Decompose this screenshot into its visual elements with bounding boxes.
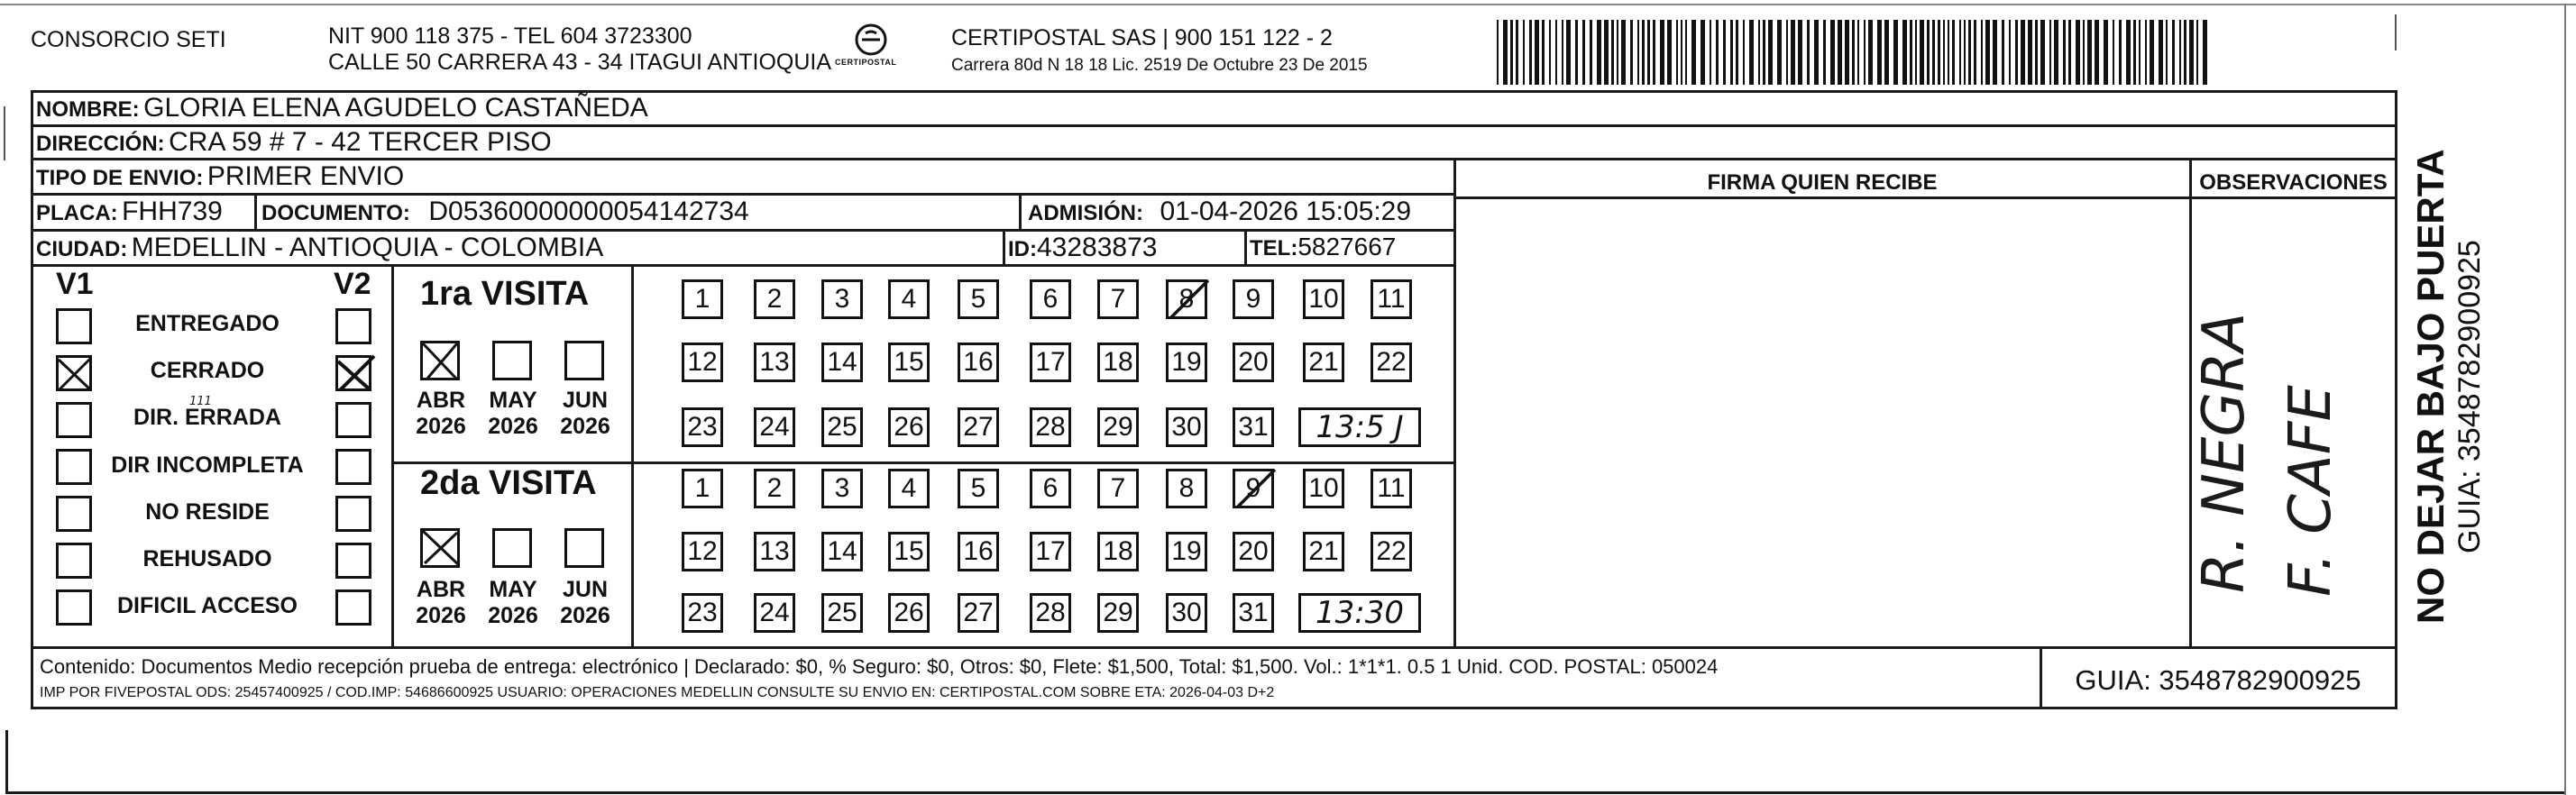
tipo-envio-label: TIPO DE ENVIO: (36, 166, 204, 190)
second-visit-day-30[interactable]: 30 (1166, 593, 1207, 633)
first-visit-day-13[interactable]: 13 (754, 343, 795, 382)
second-visit-day-19[interactable]: 19 (1166, 532, 1207, 571)
first-visit-month-abr-checkbox[interactable] (420, 341, 460, 380)
second-visit-day-18[interactable]: 18 (1097, 532, 1139, 571)
nit-line: NIT 900 118 375 - TEL 604 3723300 (328, 23, 692, 49)
checkmark-slash-icon (1232, 466, 1279, 511)
ciudad-value: MEDELLIN - ANTIOQUIA - COLOMBIA (131, 233, 604, 262)
first-visit-month-jun-label: JUN 2026 (560, 388, 610, 439)
v2-label: V2 (334, 267, 371, 301)
second-visit-day-27[interactable]: 27 (958, 593, 999, 633)
first-visit-month-abr-label: ABR 2026 (416, 388, 466, 439)
status-handwritten-note: 111 (189, 395, 212, 408)
admision-field (1028, 196, 1411, 227)
tel-value: 5827667 (1297, 233, 1397, 260)
status-label-rehusado: REHUSADO (142, 546, 272, 571)
second-visit-day-3[interactable]: 3 (821, 469, 863, 508)
carrier-license: Carrera 80d N 18 18 Lic. 2519 De Octubre 23 De 2015 (951, 56, 1368, 75)
second-visit-day-26[interactable]: 26 (888, 593, 930, 633)
first-visit-day-30[interactable]: 30 (1166, 407, 1207, 447)
second-visit-day-31[interactable]: 31 (1233, 593, 1274, 633)
status-label-dir-incompleta: DIR INCOMPLETA (111, 452, 304, 478)
v1-checkbox-dir-errada[interactable] (56, 402, 92, 438)
documento-label: DOCUMENTO: (261, 201, 410, 225)
second-visit-day-29[interactable]: 29 (1097, 593, 1139, 633)
first-visit-day-1[interactable]: 1 (682, 279, 723, 319)
second-visit-day-24[interactable]: 24 (754, 593, 795, 633)
nombre-label: NOMBRE: (36, 97, 140, 122)
status-label-dificil-acceso: DIFICIL ACCESO (116, 593, 298, 618)
second-visit-day-22[interactable]: 22 (1371, 532, 1412, 571)
second-visit-day-2[interactable]: 2 (754, 469, 795, 508)
status-label-cerrado: CERRADO (150, 358, 265, 383)
ciudad-field (36, 233, 603, 263)
firma-label: FIRMA QUIEN RECIBE (1707, 170, 1938, 195)
second-visit-month-abr-checkbox[interactable] (420, 528, 460, 568)
second-visit-day-14[interactable]: 14 (821, 532, 863, 571)
first-visit-day-19[interactable]: 19 (1166, 343, 1207, 382)
second-visit-day-20[interactable]: 20 (1233, 532, 1274, 571)
admision-label: ADMISIÓN: (1028, 201, 1143, 225)
company-name: CONSORCIO SETI (31, 27, 226, 52)
second-visit-title: 2da VISITA (420, 464, 597, 502)
second-visit-day-5[interactable]: 5 (958, 469, 999, 508)
side-guia: GUIA: 3548782900925 (2452, 240, 2487, 553)
first-visit-day-9[interactable]: 9 (1233, 279, 1274, 319)
first-visit-month-may-checkbox[interactable] (492, 341, 532, 380)
first-visit-day-23[interactable]: 23 (682, 407, 723, 447)
certipostal-logo-icon (826, 22, 916, 76)
v1-label: V1 (56, 267, 94, 301)
checkmark-x-icon (419, 340, 463, 383)
tel-label: TEL: (1250, 236, 1298, 260)
first-visit-day-5[interactable]: 5 (958, 279, 999, 319)
documento-field (261, 196, 749, 227)
first-visit-day-26[interactable]: 26 (888, 407, 930, 447)
footer-imp: IMP POR FIVEPOSTAL ODS: 25457400925 / COD.IMP: 54686600925 USUARIO: OPERACIONES MEDELLIN CONSULTE SU ENVIO EN: CERTIPOSTAL.COM SOBRE ETA: 2026-04-03 D+2 (40, 685, 1275, 700)
first-visit-month-may-label: MAY 2026 (488, 388, 538, 439)
second-visit-day-13[interactable]: 13 (754, 532, 795, 571)
first-visit-day-15[interactable]: 15 (888, 343, 930, 382)
nombre-value: GLORIA ELENA AGUDELO CASTAÑEDA (143, 93, 648, 123)
v1-checkbox-entregado[interactable] (56, 308, 92, 344)
first-visit-day-7[interactable]: 7 (1097, 279, 1139, 319)
first-visit-day-25[interactable]: 25 (821, 407, 863, 447)
first-visit-day-14[interactable]: 14 (821, 343, 863, 382)
first-visit-day-3[interactable]: 3 (821, 279, 863, 319)
status-label-entregado: ENTREGADO (135, 311, 280, 336)
first-visit-day-10[interactable]: 10 (1303, 279, 1344, 319)
observaciones-area[interactable] (2191, 200, 2389, 642)
admision-value: 01-04-2026 15:05:29 (1160, 196, 1412, 226)
second-visit-day-4[interactable]: 4 (888, 469, 930, 508)
second-visit-day-6[interactable]: 6 (1030, 469, 1071, 508)
first-visit-day-6[interactable]: 6 (1030, 279, 1071, 319)
second-visit-day-21[interactable]: 21 (1303, 532, 1344, 571)
carrier-line: CERTIPOSTAL SAS | 900 151 122 - 2 (951, 25, 1333, 50)
nombre-row (36, 93, 648, 123)
v1-checkbox-cerrado[interactable] (56, 355, 92, 391)
placa-label: PLACA: (36, 201, 118, 225)
first-visit-day-28[interactable]: 28 (1030, 407, 1071, 447)
second-visit-month-abr-label: ABR 2026 (416, 577, 466, 628)
first-visit-day-29[interactable]: 29 (1097, 407, 1139, 447)
direccion-row (36, 127, 552, 158)
footer-guia: GUIA: 3548782900925 (2075, 664, 2361, 696)
logo-text: CERTIPOSTAL (835, 58, 897, 67)
observation-note-2: F. CAFE (2278, 385, 2344, 597)
v2-checkbox-dir-incompleta[interactable] (335, 449, 371, 485)
first-visit-day-24[interactable]: 24 (754, 407, 795, 447)
first-visit-day-16[interactable]: 16 (958, 343, 999, 382)
placa-field (36, 196, 223, 227)
first-visit-day-31[interactable]: 31 (1233, 407, 1274, 447)
first-visit-day-12[interactable]: 12 (682, 343, 723, 382)
second-visit-day-16[interactable]: 16 (958, 532, 999, 571)
status-label-dir-errada: DIR. ERRADA (133, 405, 281, 430)
v2-checkbox-entregado[interactable] (335, 308, 371, 344)
signature-area[interactable] (1461, 200, 2182, 642)
certipostal-logo (826, 22, 916, 76)
side-warning: NO DEJAR BAJO PUERTA (2409, 149, 2452, 624)
second-visit-day-15[interactable]: 15 (888, 532, 930, 571)
second-visit-day-10[interactable]: 10 (1303, 469, 1344, 508)
second-visit-month-jun-label: JUN 2026 (560, 577, 610, 628)
direccion-label: DIRECCIÓN: (36, 132, 165, 156)
observaciones-label: OBSERVACIONES (2199, 170, 2388, 195)
second-visit-day-1[interactable]: 1 (682, 469, 723, 508)
second-visit-day-23[interactable]: 23 (682, 593, 723, 633)
tel-field (1250, 233, 1396, 261)
checkmark-x-icon (55, 354, 95, 394)
first-visit-day-11[interactable]: 11 (1371, 279, 1412, 319)
barcode (1497, 20, 2218, 85)
second-visit-month-may-checkbox[interactable] (492, 528, 532, 568)
footer-contenido: Contenido: Documentos Medio recepción prueba de entrega: electrónico | Declarado: $0, % Seguro: $0, Otros: $0, Flete: $1,500, Total: $1,500. Vol.: 1*1*1. 0.5 1 Unid. COD. POSTAL: 050024 (40, 655, 1719, 678)
first-visit-day-21[interactable]: 21 (1303, 343, 1344, 382)
first-visit-day-27[interactable]: 27 (958, 407, 999, 447)
v1-checkbox-no-reside[interactable] (56, 496, 92, 532)
id-field (1008, 233, 1157, 263)
v1-checkbox-dificil-acceso[interactable] (56, 589, 92, 626)
v2-checkbox-cerrado[interactable] (335, 355, 371, 391)
observation-note-1: R. NEGRA (2191, 312, 2258, 593)
documento-value: D05360000000054142734 (428, 196, 749, 226)
tipo-envio-row (36, 161, 404, 192)
v2-checkbox-rehusado[interactable] (335, 543, 371, 579)
placa-value: FHH739 (122, 196, 223, 226)
first-visit-day-18[interactable]: 18 (1097, 343, 1139, 382)
second-visit-day-25[interactable]: 25 (821, 593, 863, 633)
tipo-envio-value: PRIMER ENVIO (206, 161, 405, 191)
second-visit-time[interactable]: 13:30 (1298, 593, 1421, 633)
second-visit-month-jun-checkbox[interactable] (564, 528, 604, 568)
checkmark-x-icon (419, 527, 463, 571)
v2-checkbox-dificil-acceso[interactable] (335, 589, 371, 626)
id-value: 43283873 (1037, 233, 1158, 262)
first-visit-day-22[interactable]: 22 (1371, 343, 1412, 382)
second-visit-day-12[interactable]: 12 (682, 532, 723, 571)
second-visit-day-28[interactable]: 28 (1030, 593, 1071, 633)
v2-checkbox-no-reside[interactable] (335, 496, 371, 532)
first-visit-day-8[interactable]: 8 (1166, 279, 1207, 319)
second-visit-day-8[interactable]: 8 (1166, 469, 1207, 508)
first-visit-day-20[interactable]: 20 (1233, 343, 1274, 382)
first-visit-month-jun-checkbox[interactable] (564, 341, 604, 380)
checkmark-slash-icon (1165, 277, 1212, 322)
first-visit-day-4[interactable]: 4 (888, 279, 930, 319)
direccion-value: CRA 59 # 7 - 42 TERCER PISO (169, 127, 552, 157)
second-visit-day-9[interactable]: 9 (1233, 469, 1274, 508)
second-visit-month-may-label: MAY 2026 (488, 577, 538, 628)
v2-checkbox-dir-errada[interactable] (335, 402, 371, 438)
ciudad-label: CIUDAD: (36, 237, 128, 261)
second-visit-day-17[interactable]: 17 (1030, 532, 1071, 571)
second-visit-day-11[interactable]: 11 (1371, 469, 1412, 508)
checkmark-x-icon (335, 354, 378, 394)
status-label-no-reside: NO RESIDE (145, 499, 270, 525)
v1-checkbox-rehusado[interactable] (56, 543, 92, 579)
v1-checkbox-dir-incompleta[interactable] (56, 449, 92, 485)
first-visit-day-2[interactable]: 2 (754, 279, 795, 319)
address-line: CALLE 50 CARRERA 43 - 34 ITAGUI ANTIOQUIA (328, 50, 832, 75)
first-visit-day-17[interactable]: 17 (1030, 343, 1071, 382)
first-visit-time[interactable]: 13:5 J (1298, 407, 1421, 447)
second-visit-day-7[interactable]: 7 (1097, 469, 1139, 508)
id-label: ID: (1008, 237, 1037, 261)
first-visit-title: 1ra VISITA (420, 275, 590, 313)
